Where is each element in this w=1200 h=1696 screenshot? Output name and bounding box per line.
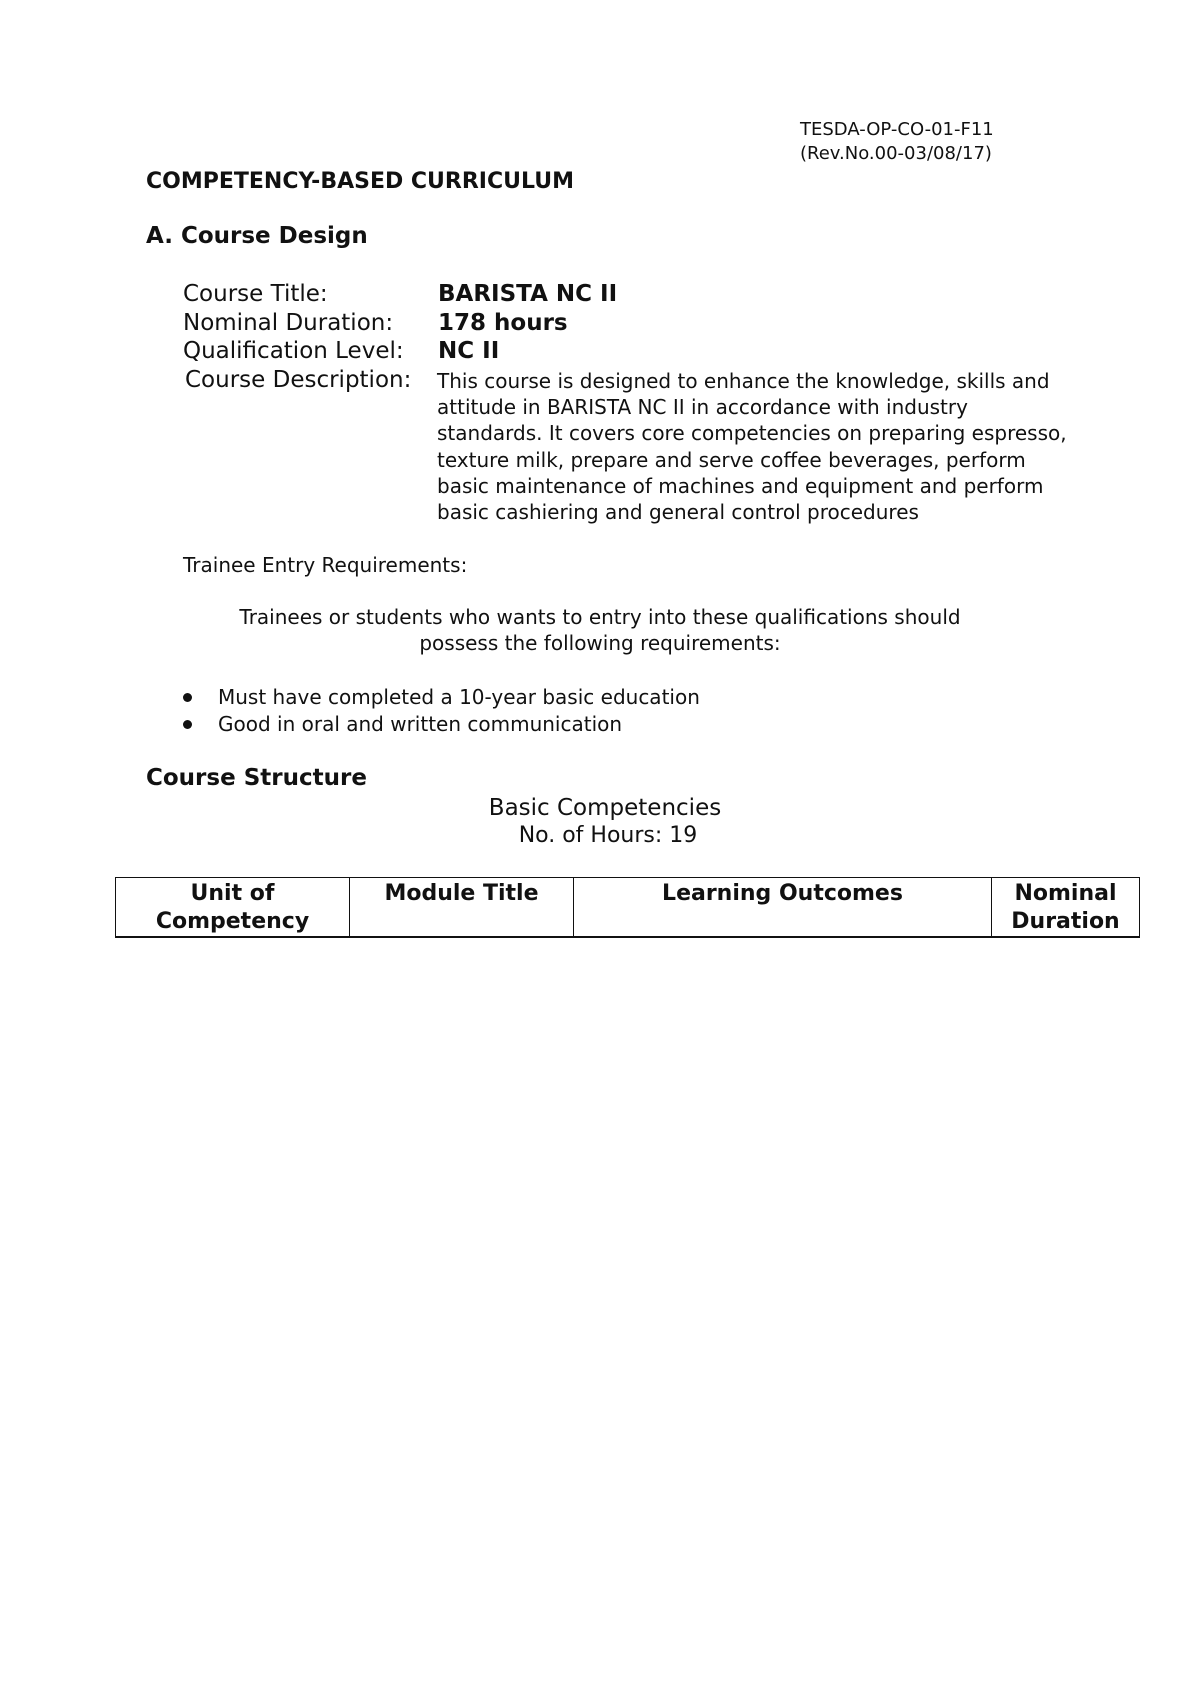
qualification-level-label: Qualification Level: [183,338,404,364]
nominal-duration-header [992,878,1140,938]
nominal-duration-label: Nominal Duration: [183,310,394,336]
course-description-label: Course Description: [185,367,412,393]
list-item [183,711,700,738]
course-structure-heading: Course Structure [146,765,367,791]
document-title: COMPETENCY-BASED CURRICULUM [146,169,574,194]
nominal-duration-value: 178 hours [438,310,568,336]
module-title-header: Module Title [350,878,574,938]
qualification-level-value: NC II [438,338,500,364]
entry-intro-line-2: possess the following requirements: [419,631,781,655]
hours-value: 19 [669,823,698,848]
header-line: Unit of [190,881,275,906]
basic-competencies-subheading: Basic Competencies [488,795,722,821]
document-reference [800,118,994,166]
header-line: Duration [1011,909,1120,934]
course-title-value: BARISTA NC II [438,281,618,307]
entry-intro-line-1: Trainees or students who wants to entry into these qualifications should [239,605,961,629]
requirement-text: Must have completed a 10-year basic education [218,685,700,709]
competency-table [115,877,1140,938]
header-line: Competency [155,909,310,934]
form-code: TESDA-OP-CO-01-F11 [800,119,994,140]
entry-requirements-label: Trainee Entry Requirements: [183,553,468,577]
list-item [183,684,700,711]
course-description-text: This course is designed to enhance the knowledge, skills and attitude in BARISTA NC II in accordance with industry standards. It covers core competencies on preparing espresso, texture milk, prepare and serve coffee beverages, perform basic maintenance of machines and equipment and perform basic cashiering and general control procedures [437,369,1067,525]
revision-number: (Rev.No.00-03/08/17) [800,143,992,164]
table-header-row [116,878,1140,938]
section-heading-course-design: A. Course Design [146,223,368,249]
header-line: Nominal [1014,881,1117,906]
bullet-icon [183,720,192,729]
requirement-text: Good in oral and written communication [218,712,623,736]
hours-line [0,822,1200,850]
hours-label: No. of Hours: [518,823,663,848]
learning-outcomes-header: Learning Outcomes [574,878,992,938]
unit-of-competency-header [116,878,350,938]
bullet-icon [183,693,192,702]
requirements-list [183,684,700,738]
course-title-label: Course Title: [183,281,328,307]
entry-requirements-intro [150,604,1050,656]
